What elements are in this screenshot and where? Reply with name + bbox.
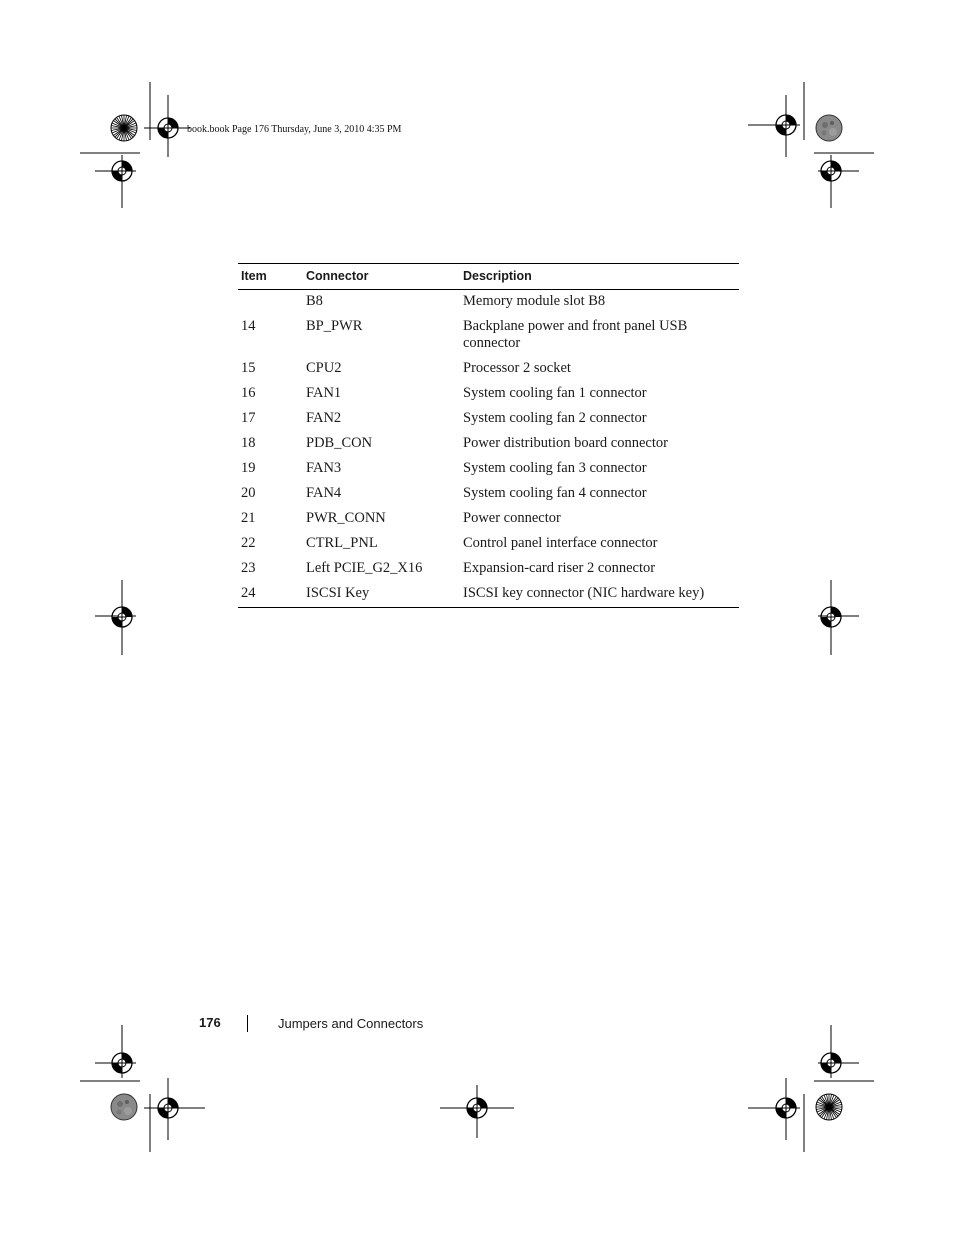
table-row: [238, 456, 739, 481]
item-cell: [238, 290, 303, 315]
connector-cell: BP_PWR: [306, 318, 363, 334]
item-cell: 19: [241, 460, 256, 476]
table-row: [238, 381, 739, 406]
connector-cell: FAN4: [306, 485, 342, 501]
table-row: [238, 290, 739, 315]
description-cell: System cooling fan 3 connector: [463, 460, 647, 476]
connector-cell: B8: [306, 293, 323, 309]
table-row: [238, 556, 739, 581]
table-row: [238, 581, 739, 608]
description-cell: Power connector: [463, 510, 561, 526]
item-cell: 20: [241, 485, 256, 501]
description-cell: System cooling fan 2 connector: [463, 410, 647, 426]
connector-cell: FAN2: [306, 410, 342, 426]
item-cell: 14: [241, 318, 256, 334]
description-cell: ISCSI key connector (NIC hardware key): [460, 581, 739, 608]
connector-table: [238, 263, 739, 608]
item-cell: 24: [238, 581, 303, 608]
table-row: [238, 506, 739, 531]
item-cell: 16: [241, 385, 256, 401]
item-cell: 23: [241, 560, 256, 576]
table-row: [238, 406, 739, 431]
connector-cell: CTRL_PNL: [306, 535, 378, 551]
connector-cell: PWR_CONN: [306, 510, 386, 526]
description-cell: Power distribution board connector: [463, 435, 668, 451]
table-header-row: [238, 264, 739, 290]
column-header-item: Item: [238, 264, 303, 290]
section-title: Jumpers and Connectors: [278, 1016, 424, 1031]
description-cell: Backplane power and front panel USB connector: [463, 318, 688, 351]
item-cell: 22: [241, 535, 256, 551]
page-number: 176: [199, 1015, 221, 1030]
print-slug: book.book Page 176 Thursday, June 3, 2010 4:35 PM: [187, 124, 402, 135]
description-cell: Processor 2 socket: [463, 360, 571, 376]
connector-cell: FAN3: [306, 460, 342, 476]
column-header-connector: Connector: [303, 264, 460, 290]
table-row: [238, 431, 739, 456]
table-row: [238, 531, 739, 556]
footer-divider: [247, 1015, 248, 1032]
connector-cell: ISCSI Key: [303, 581, 460, 608]
connector-cell: Left PCIE_G2_X16: [306, 560, 423, 576]
description-cell: Control panel interface connector: [463, 535, 658, 551]
item-cell: 15: [241, 360, 256, 376]
table-row: [238, 314, 739, 356]
description-cell: Memory module slot B8: [463, 293, 606, 309]
table-row: [238, 356, 739, 381]
description-cell: System cooling fan 1 connector: [463, 385, 647, 401]
column-header-description: Description: [460, 264, 739, 290]
table-row: [238, 481, 739, 506]
item-cell: 21: [241, 510, 256, 526]
description-cell: Expansion-card riser 2 connector: [463, 560, 656, 576]
connector-cell: PDB_CON: [306, 435, 373, 451]
connector-cell: FAN1: [306, 385, 342, 401]
item-cell: 17: [241, 410, 256, 426]
item-cell: 18: [241, 435, 256, 451]
description-cell: System cooling fan 4 connector: [463, 485, 647, 501]
connector-cell: CPU2: [306, 360, 342, 376]
